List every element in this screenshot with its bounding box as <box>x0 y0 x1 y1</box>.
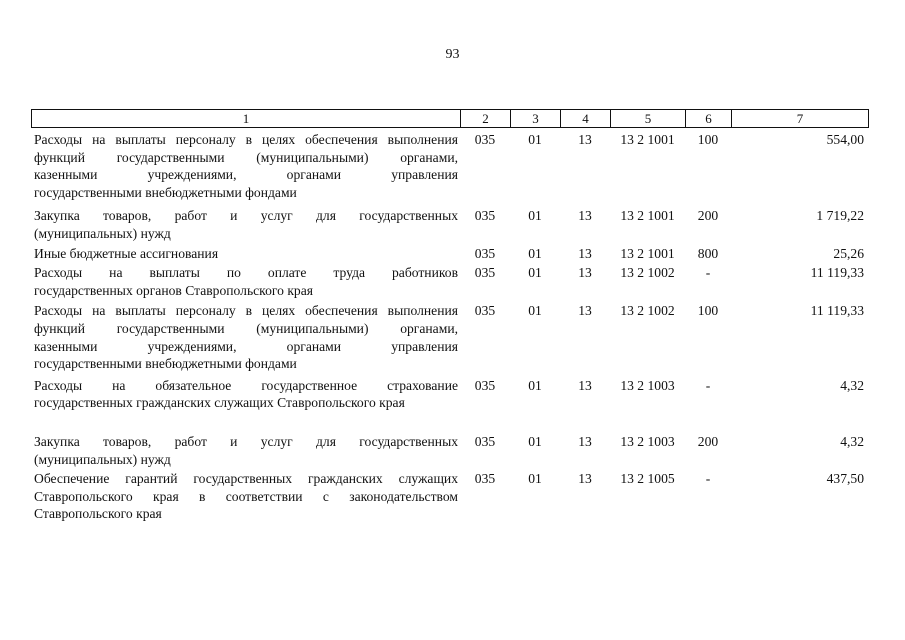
row-amount: 25,26 <box>833 245 864 261</box>
row-amount: 437,50 <box>826 471 864 487</box>
row-col-4: 13 <box>578 303 592 319</box>
table-row <box>31 470 868 523</box>
row-col-5: 13 2 1002 <box>620 303 675 319</box>
column-header-6: 6 <box>686 110 732 128</box>
row-col-2: 035 <box>474 471 496 487</box>
row-col-2: 035 <box>474 245 496 261</box>
row-col-2: 035 <box>474 303 496 319</box>
row-col-2: 035 <box>474 208 496 224</box>
table-row <box>31 302 868 372</box>
column-header-4: 4 <box>561 110 611 128</box>
row-col-3: 01 <box>528 303 542 319</box>
row-col-5: 13 2 1003 <box>620 377 675 393</box>
description-line: государственными внебюджетными фондами <box>34 184 297 200</box>
row-col-4: 13 <box>578 208 592 224</box>
row-col-5: 13 2 1001 <box>620 245 675 261</box>
description-line: Расходы на выплаты по оплате труда работников <box>34 265 458 281</box>
row-amount: 11 119,33 <box>810 265 864 281</box>
row-amount: 11 119,33 <box>810 303 864 319</box>
column-header-2: 2 <box>461 110 511 128</box>
row-col-2: 035 <box>474 433 496 449</box>
description-line: Закупка товаров, работ и услуг для государственных <box>34 433 458 449</box>
row-description <box>31 207 460 242</box>
row-description <box>31 302 460 372</box>
row-col-6: - <box>705 471 711 487</box>
row-col-6: - <box>705 377 711 393</box>
description-line: Ставропольского края <box>34 506 162 522</box>
row-col-5: 13 2 1003 <box>620 433 675 449</box>
row-col-4: 13 <box>578 132 592 147</box>
row-col-6: 100 <box>697 132 719 147</box>
description-line: Закупка товаров, работ и услуг для государственных <box>34 208 458 224</box>
row-col-6: 200 <box>697 208 719 224</box>
column-header-row <box>32 110 869 128</box>
table-row <box>31 264 868 299</box>
budget-table-body <box>31 131 868 523</box>
row-col-3: 01 <box>528 377 542 393</box>
row-col-4: 13 <box>578 265 592 281</box>
row-col-3: 01 <box>528 245 542 261</box>
row-col-3: 01 <box>528 132 542 147</box>
description-line: Расходы на выплаты персоналу в целях обеспечения выполнения <box>34 132 458 147</box>
row-col-3: 01 <box>528 471 542 487</box>
table-row <box>31 131 868 201</box>
description-line: Расходы на обязательное государственное страхование <box>34 377 458 393</box>
column-header-5: 5 <box>611 110 686 128</box>
row-amount: 4,32 <box>840 433 864 449</box>
row-col-6: - <box>705 265 711 281</box>
row-description <box>31 131 460 201</box>
table-row <box>31 377 868 412</box>
column-header-3: 3 <box>511 110 561 128</box>
description-line: Обеспечение гарантий государственных гражданских служащих <box>34 471 458 487</box>
description-line: функций государственными (муниципальными) органами, <box>34 320 458 336</box>
column-header-1: 1 <box>32 110 461 128</box>
row-description <box>31 264 460 299</box>
row-amount: 554,00 <box>826 132 864 147</box>
description-line: Иные бюджетные ассигнования <box>34 245 219 261</box>
description-line: казенными учреждениями, органами управления <box>34 338 458 354</box>
row-col-2: 035 <box>474 265 496 281</box>
row-description <box>31 470 460 523</box>
description-line: казенными учреждениями, органами управления <box>34 167 458 183</box>
column-header-7: 7 <box>732 110 869 128</box>
row-spacer <box>31 412 868 433</box>
row-col-4: 13 <box>578 377 592 393</box>
row-col-3: 01 <box>528 433 542 449</box>
page-number: 93 <box>445 47 460 62</box>
row-col-4: 13 <box>578 433 592 449</box>
row-col-3: 01 <box>528 265 542 281</box>
row-description <box>31 245 460 263</box>
table-row <box>31 433 868 468</box>
table-row <box>31 245 868 263</box>
row-col-6: 100 <box>697 303 719 319</box>
description-line: Ставропольского края в соответствии с законодательством <box>34 488 458 504</box>
table-row <box>31 207 868 242</box>
row-col-5: 13 2 1001 <box>620 208 675 224</box>
row-col-6: 200 <box>697 433 719 449</box>
row-col-3: 01 <box>528 208 542 224</box>
row-col-4: 13 <box>578 471 592 487</box>
row-col-2: 035 <box>474 132 496 147</box>
row-amount: 4,32 <box>840 377 864 393</box>
row-col-5: 13 2 1001 <box>620 132 675 147</box>
row-col-4: 13 <box>578 245 592 261</box>
description-line: государственных гражданских служащих Ставропольского края <box>34 395 405 411</box>
row-description <box>31 377 460 412</box>
row-col-2: 035 <box>474 377 496 393</box>
description-line: государственных органов Ставропольского края <box>34 282 314 298</box>
description-line: функций государственными (муниципальными) органами, <box>34 149 458 165</box>
description-line: Расходы на выплаты персоналу в целях обеспечения выполнения <box>34 303 458 319</box>
row-description <box>31 433 460 468</box>
row-col-5: 13 2 1005 <box>620 471 675 487</box>
description-line: (муниципальных) нужд <box>34 451 171 467</box>
row-amount: 1 719,22 <box>816 208 864 224</box>
description-line: (муниципальных) нужд <box>34 225 171 241</box>
row-col-5: 13 2 1002 <box>620 265 675 281</box>
description-line: государственными внебюджетными фондами <box>34 356 297 372</box>
row-col-6: 800 <box>697 245 719 261</box>
column-header-table <box>31 109 869 128</box>
